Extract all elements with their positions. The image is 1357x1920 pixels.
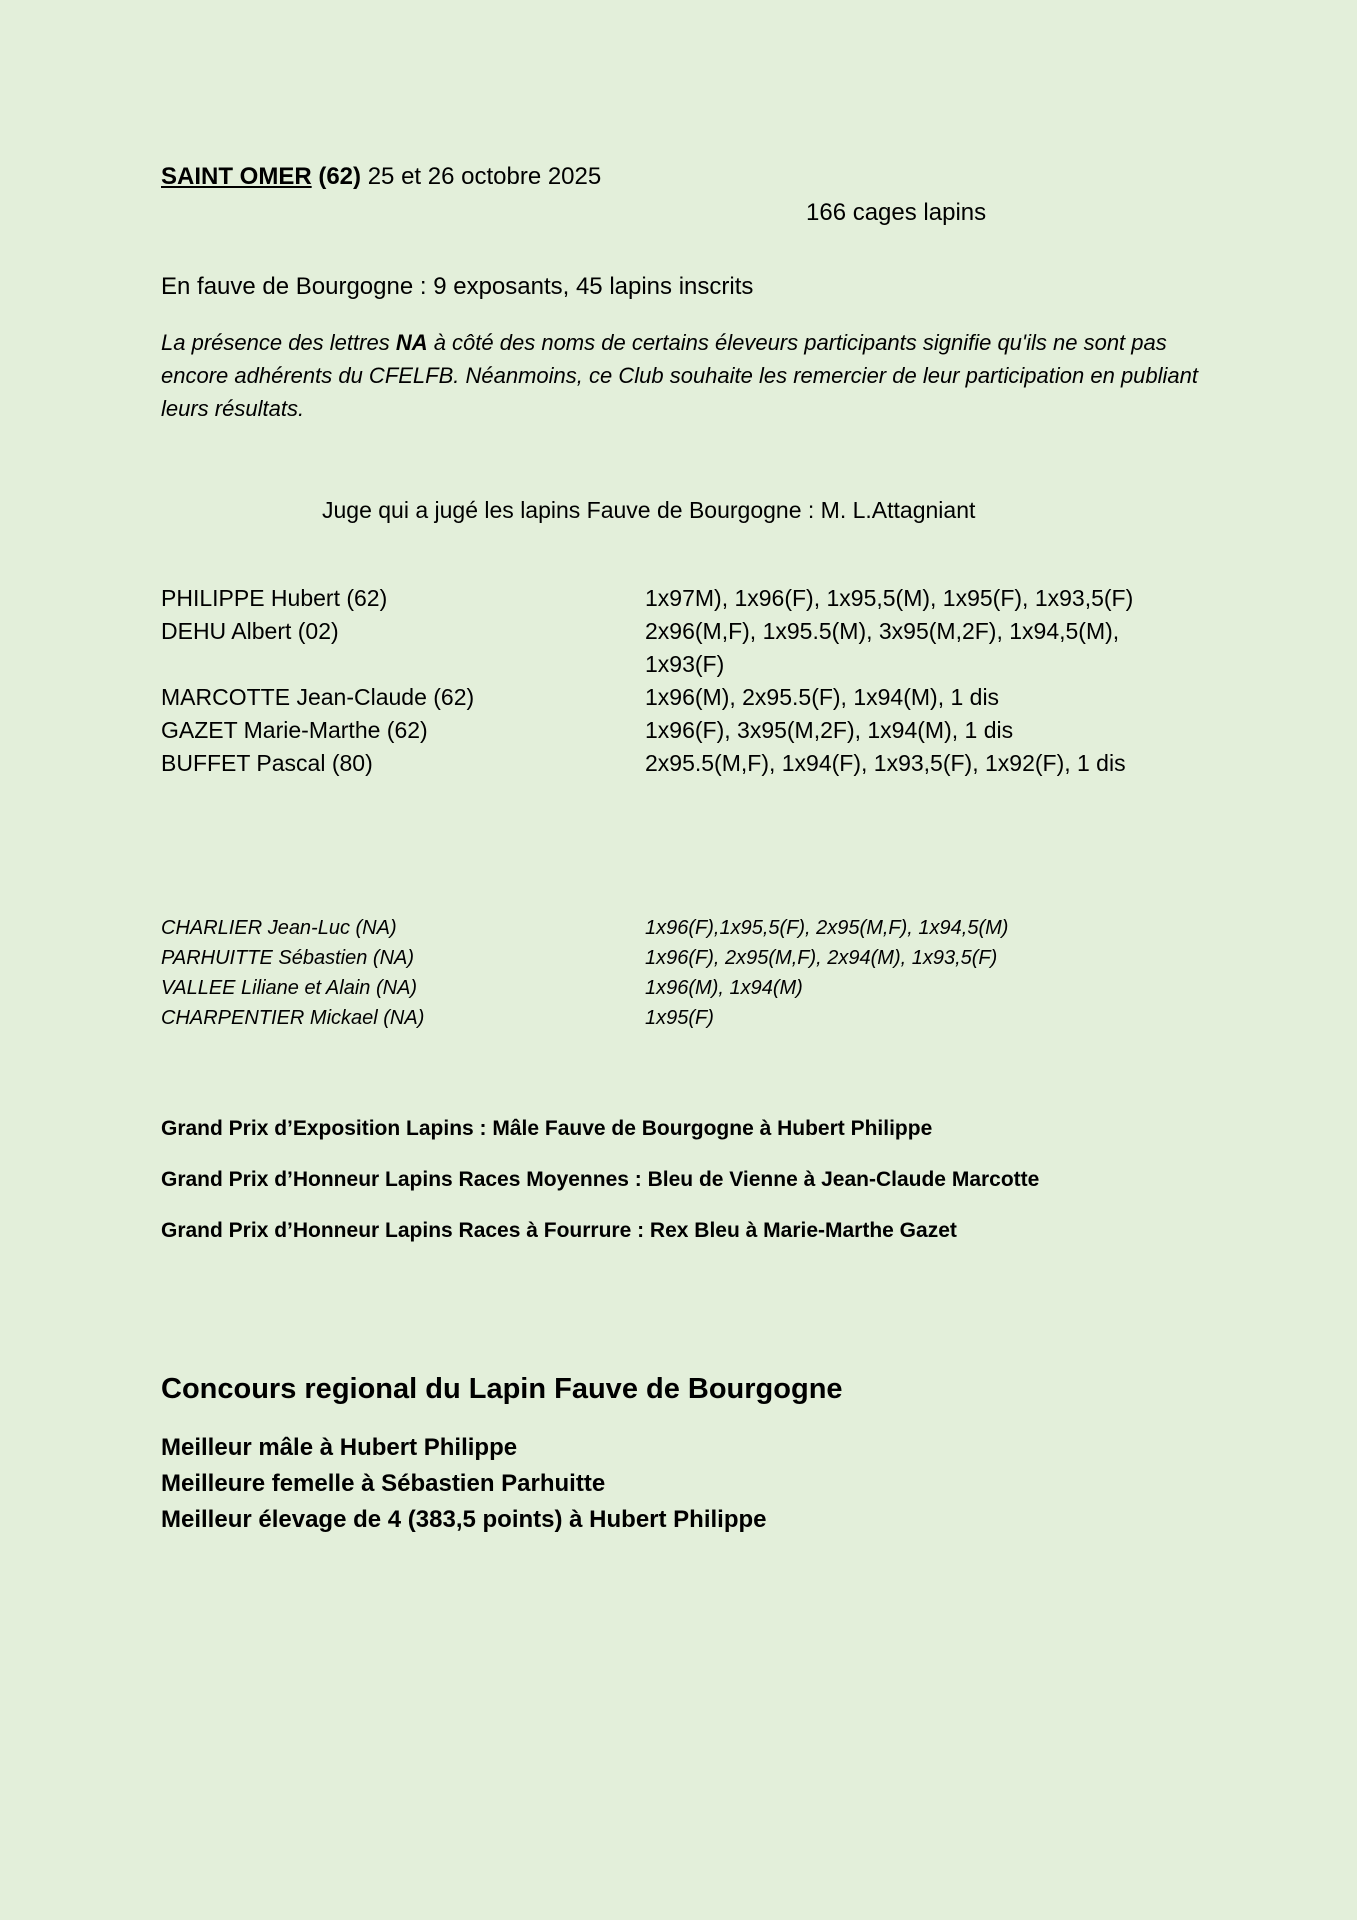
event-department: (62): [318, 163, 362, 190]
member-name: GAZET Marie-Marthe (62): [161, 717, 428, 743]
grand-prix-item: Grand Prix d’Honneur Lapins Races à Fourrure : Rex Bleu à Marie-Marthe Gazet: [161, 1219, 957, 1242]
intro-text-end: à côté des noms de certains éleveurs participants signifie qu'ils ne sont pas encore adhérents du CFELFB. Néanmoins, ce Club souhaite les remercier de leur participation en publiant leurs résultats.: [161, 330, 1199, 421]
cages-count: 166 cages lapins: [806, 199, 987, 226]
non-member-results: 1x96(M), 1x94(M): [645, 977, 803, 999]
non-member-name: CHARPENTIER Mickael (NA): [161, 1007, 425, 1029]
regional-award: Meilleur élevage de 4 (383,5 points) à Hubert Philippe: [161, 1506, 767, 1533]
breed-summary: En fauve de Bourgogne : 9 exposants, 45 lapins inscrits: [161, 273, 754, 300]
member-name: PHILIPPE Hubert (62): [161, 585, 388, 611]
non-member-name: CHARLIER Jean-Luc (NA): [161, 917, 397, 939]
regional-award: Meilleure femelle à Sébastien Parhuitte: [161, 1470, 606, 1497]
non-member-name: PARHUITTE Sébastien (NA): [161, 947, 415, 969]
member-results: 2x95.5(M,F), 1x94(F), 1x93,5(F), 1x92(F), 1 dis: [645, 750, 1126, 776]
member-results: 1x97M), 1x96(F), 1x95,5(M), 1x95(F), 1x93,5(F): [645, 585, 1134, 611]
regional-title: Concours regional du Lapin Fauve de Bourgogne: [161, 1373, 843, 1405]
judge-line: Juge qui a jugé les lapins Fauve de Bourgogne : M. L.Attagniant: [322, 497, 976, 523]
member-results: 1x96(M), 2x95.5(F), 1x94(M), 1 dis: [645, 684, 1000, 710]
intro-na-mark: NA: [395, 330, 428, 355]
member-results-continued: 1x93(F): [645, 651, 725, 677]
intro-text-start: La présence des lettres: [161, 330, 396, 355]
grand-prix-item: Grand Prix d’Honneur Lapins Races Moyennes : Bleu de Vienne à Jean-Claude Marcotte: [161, 1168, 1040, 1191]
member-name: BUFFET Pascal (80): [161, 750, 373, 776]
event-location: SAINT OMER: [161, 163, 312, 190]
non-member-results: 1x96(F), 2x95(M,F), 2x94(M), 1x93,5(F): [645, 947, 998, 969]
member-results: 2x96(M,F), 1x95.5(M), 3x95(M,2F), 1x94,5(M),: [645, 618, 1120, 644]
event-header: [161, 163, 601, 191]
non-member-results: 1x95(F): [645, 1007, 714, 1029]
member-name: MARCOTTE Jean-Claude (62): [161, 684, 475, 710]
non-member-name: VALLEE Liliane et Alain (NA): [161, 977, 418, 999]
event-dates: 25 et 26 octobre 2025: [367, 163, 602, 190]
intro-paragraph: [161, 326, 1211, 425]
member-results: 1x96(F), 3x95(M,2F), 1x94(M), 1 dis: [645, 717, 1014, 743]
regional-award: Meilleur mâle à Hubert Philippe: [161, 1434, 518, 1461]
non-member-results: 1x96(F),1x95,5(F), 2x95(M,F), 1x94,5(M): [645, 917, 1009, 939]
grand-prix-item: Grand Prix d’Exposition Lapins : Mâle Fauve de Bourgogne à Hubert Philippe: [161, 1117, 933, 1140]
member-name: DEHU Albert (02): [161, 618, 339, 644]
